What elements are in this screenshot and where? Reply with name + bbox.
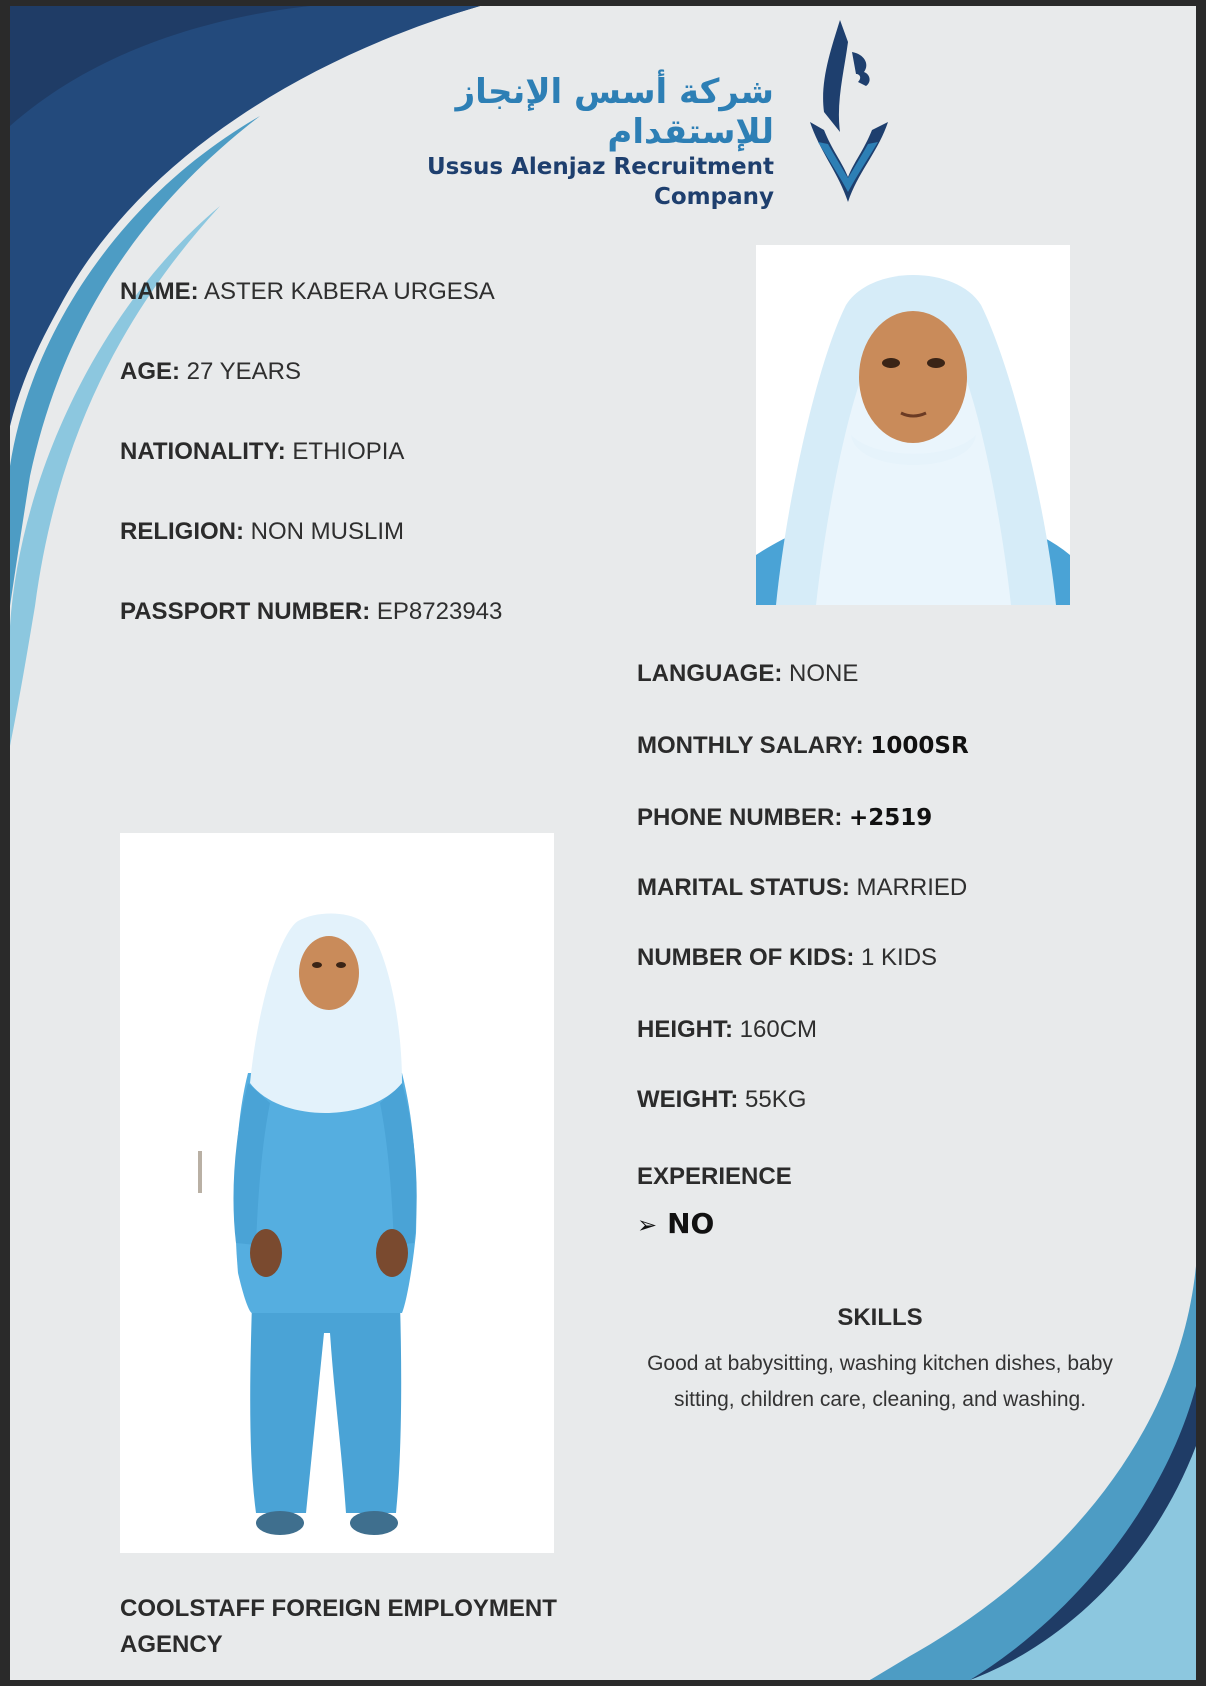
weight-field (637, 1086, 806, 1114)
company-name-english: Ussus Alenjaz Recruitment Company (426, 154, 774, 210)
passport-field (120, 598, 502, 626)
religion-label: RELIGION: (120, 518, 244, 545)
salary-label: MONTHLY SALARY: (637, 732, 864, 759)
experience-value: NO (667, 1207, 715, 1240)
salary-field (637, 732, 969, 760)
company-header (326, 72, 774, 212)
portrait-photo (756, 245, 1070, 605)
name-label: NAME: (120, 278, 199, 305)
religion-field (120, 518, 404, 546)
age-field (120, 358, 301, 386)
weight-label: WEIGHT: (637, 1086, 739, 1113)
experience-heading: EXPERIENCE (637, 1163, 792, 1190)
age-label: AGE: (120, 358, 180, 385)
skills-description: Good at babysitting, washing kitchen dishes, baby sitting, children care, cleaning, and washing. (647, 1352, 1113, 1411)
height-value: 160CM (739, 1016, 818, 1043)
marital-label: MARITAL STATUS: (637, 874, 850, 901)
marital-field (637, 874, 967, 902)
nationality-value: ETHIOPIA (292, 438, 405, 465)
language-value: NONE (789, 660, 859, 687)
nationality-field (120, 438, 404, 466)
kids-label: NUMBER OF KIDS: (637, 944, 855, 971)
cv-page (10, 6, 1196, 1680)
phone-value: +2519 (849, 805, 933, 831)
full-body-photo (120, 833, 554, 1553)
kids-value: 1 KIDS (861, 944, 938, 971)
passport-label: PASSPORT NUMBER: (120, 598, 371, 625)
experience-item (637, 1207, 714, 1240)
name-value: ASTER KABERA URGESA (204, 278, 495, 305)
weight-value: 55KG (745, 1086, 807, 1113)
age-value: 27 YEARS (186, 358, 301, 385)
phone-label: PHONE NUMBER: (637, 804, 843, 831)
salary-value: 1000SR (870, 733, 969, 759)
marital-value: MARRIED (856, 874, 968, 901)
skills-heading: SKILLS (837, 1304, 923, 1331)
phone-field (637, 804, 932, 832)
name-field (120, 278, 495, 306)
height-label: HEIGHT: (637, 1016, 733, 1043)
passport-value: EP8723943 (376, 598, 503, 625)
company-name-arabic: شركة أسس الإنجاز للإستقدام (455, 72, 774, 152)
ussus-alenjaz-logo-icon (800, 12, 896, 208)
agency-name: COOLSTAFF FOREIGN EMPLOYMENT AGENCY (120, 1595, 557, 1658)
nationality-label: NATIONALITY: (120, 438, 286, 465)
religion-value: NON MUSLIM (250, 518, 405, 545)
kids-field (637, 944, 937, 972)
arrow-bullet-icon: ➢ (637, 1211, 658, 1239)
height-field (637, 1016, 817, 1044)
language-label: LANGUAGE: (637, 660, 783, 687)
language-field (637, 660, 858, 688)
